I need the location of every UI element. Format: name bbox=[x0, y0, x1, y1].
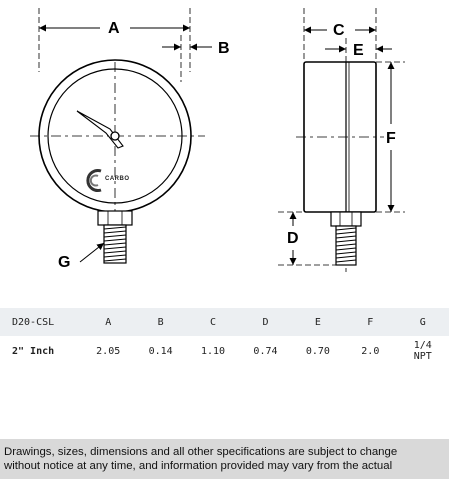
cell-g-line1: 1/4 bbox=[413, 340, 432, 351]
disclaimer-line-1: Drawings, sizes, dimensions and all other specifications are subject to change bbox=[4, 446, 398, 458]
cell-b: 0.14 bbox=[148, 345, 173, 357]
dim-label-a: A bbox=[108, 20, 120, 37]
gauge-pointer bbox=[77, 111, 123, 148]
header-model: D20-CSL bbox=[12, 316, 55, 328]
dimension-table bbox=[0, 308, 449, 366]
dim-label-e: E bbox=[353, 42, 364, 59]
cell-c: 1.10 bbox=[201, 345, 226, 357]
side-socket-hex bbox=[331, 212, 361, 226]
dim-label-d: D bbox=[287, 230, 299, 247]
cell-g-line2: NPT bbox=[413, 351, 432, 362]
logo-text: CARBO bbox=[105, 176, 130, 182]
dim-label-c: C bbox=[333, 22, 345, 39]
cell-g bbox=[397, 336, 449, 366]
header-f: F bbox=[367, 316, 374, 328]
header-g: G bbox=[419, 316, 426, 328]
cell-d: 0.74 bbox=[253, 345, 278, 357]
carbo-logo bbox=[88, 170, 130, 190]
socket-hex bbox=[98, 211, 132, 225]
table-row bbox=[0, 336, 449, 366]
cell-a: 2.05 bbox=[96, 345, 121, 357]
dim-label-b: B bbox=[218, 40, 230, 57]
front-view bbox=[30, 8, 212, 263]
cell-size: 2" Inch bbox=[12, 345, 55, 357]
pointer-hub bbox=[111, 132, 119, 140]
dim-label-g: G bbox=[58, 254, 71, 271]
disclaimer-line-2: without notice at any time, and information provided may vary from the actual bbox=[4, 460, 393, 472]
header-d: D bbox=[262, 316, 269, 328]
table-header-row bbox=[0, 308, 449, 336]
cell-e: 0.70 bbox=[305, 345, 330, 357]
header-c: C bbox=[210, 316, 217, 328]
disclaimer-box bbox=[0, 439, 449, 479]
dim-label-f: F bbox=[386, 130, 396, 147]
cell-f: 2.0 bbox=[361, 345, 380, 357]
header-a: A bbox=[105, 316, 112, 328]
header-b: B bbox=[157, 316, 164, 328]
header-e: E bbox=[314, 316, 321, 328]
